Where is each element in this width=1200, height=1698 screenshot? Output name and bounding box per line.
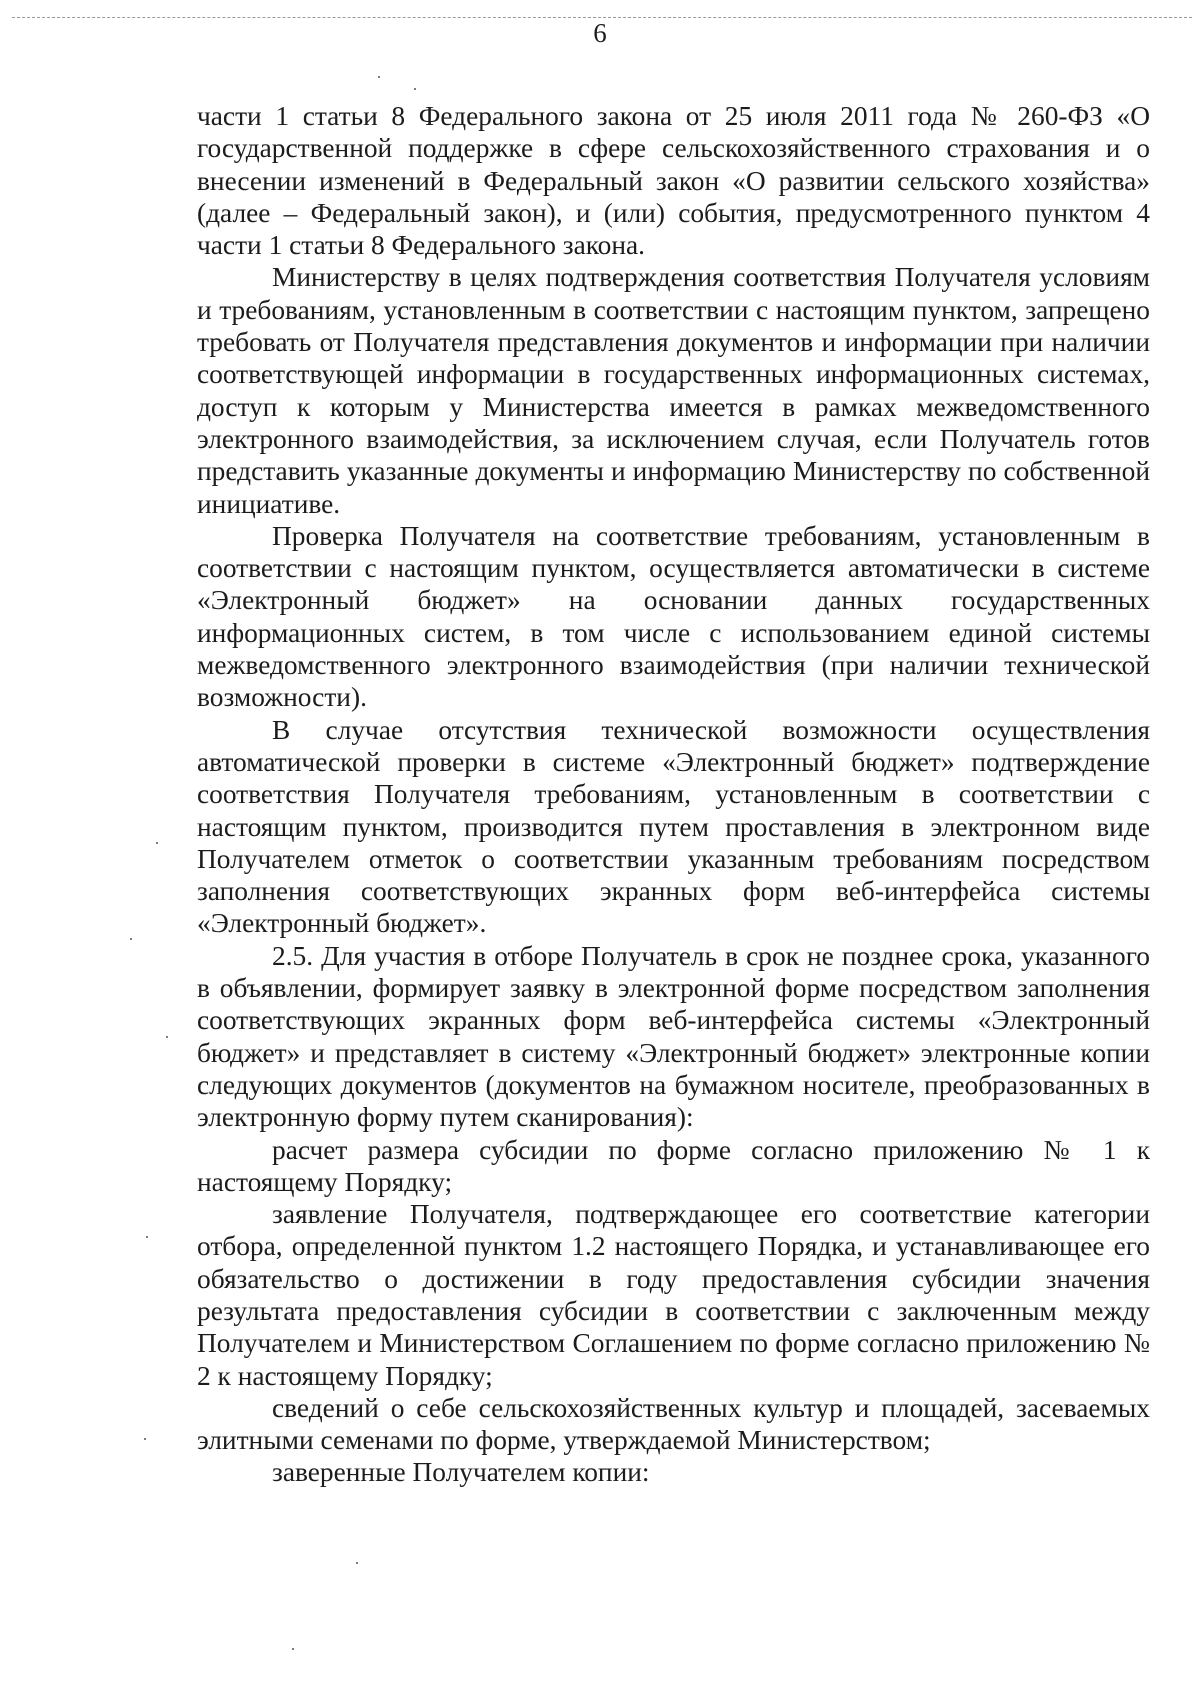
paragraph-6: расчет размера субсидии по форме согласно приложению № 1 к настоящему Порядку; [197,1134,1150,1197]
paragraph-9: заверенные Получателем копии: [272,1457,650,1488]
paragraph-4: В случае отсутствия технической возможности осуществления автоматической проверки в системе «Электронный бюджет» подтверждение соответствия Получателя требованиям, установленным в соответствии с настоящим пунктом, производится путем проставления в электронном виде Получателем отметок о соответствии указанным требованиям посредством заполнения соответствующих экранных форм веб-интерфейса системы «Электронный бюджет». [197,714,1150,939]
scan-speck [146,1236,148,1238]
scan-speck [166,1036,168,1038]
scan-speck [378,76,380,78]
scan-speck [144,1438,146,1440]
paragraph-1: части 1 статьи 8 Федерального закона от 25 июля 2011 года № 260-ФЗ «О государственной поддержке в сфере сельскохозяйственного страхования и о внесении изменений в Федеральный закон «О развитии сельского хозяйства» (далее – Федеральный закон), и (или) события, предусмотренного пунктом 4 части 1 статьи 8 Федерального закона. [197,101,1150,261]
scan-speck [130,938,132,940]
scan-speck [356,1562,358,1564]
page-number: 6 [593,18,607,48]
scan-speck [292,1648,294,1650]
scan-speck [156,842,158,844]
paragraph-7: заявление Получателя, подтверждающее его соответствие категории отбора, определенной пунктом 1.2 настоящего Порядка, и устанавливающее его обязательство о достижении в году предоставления субсидии значения результата предоставления субсидии в соответствии с заключенным между Получателем и Министерством Соглашением по форме согласно приложению № 2 к настоящему Порядку; [197,1199,1150,1391]
paragraph-8: сведений о себе сельскохозяйственных культур и площадей, засеваемых элитными семенами по форме, утверждаемой Министерством; [197,1392,1150,1456]
paragraph-3: Проверка Получателя на соответствие требованиям, установленным в соответствии с настоящим пунктом, осуществляется автоматически в системе «Электронный бюджет» на основании данных государственных информационных систем, в том числе с использованием единой системы межведомственного электронного взаимодействия (при наличии технической возможности). [197,520,1150,713]
paragraph-5: 2.5. Для участия в отборе Получатель в срок не позднее срока, указанного в объявлении, формирует заявку в электронной форме посредством заполнения соответствующих экранных форм веб-интерфейса системы «Электронный бюджет» и представляет в систему «Электронный бюджет» электронные копии следующих документов (документов на бумажном носителе, преобразованных в электронную форму путем сканирования): [197,940,1150,1133]
scan-speck [414,88,416,90]
paragraph-2: Министерству в целях подтверждения соответствия Получателя условиям и требованиям, установленным в соответствии с настоящим пунктом, запрещено требовать от Получателя представления документов и информации при наличии соответствующей информации в государственных информационных системах, доступ к которым у Министерства имеется в рамках межведомственного электронного взаимодействия, за исключением случая, если Получатель готов представить указанные документы и информацию Министерству по собственной инициативе. [197,262,1150,519]
document-body [197,100,1150,1489]
